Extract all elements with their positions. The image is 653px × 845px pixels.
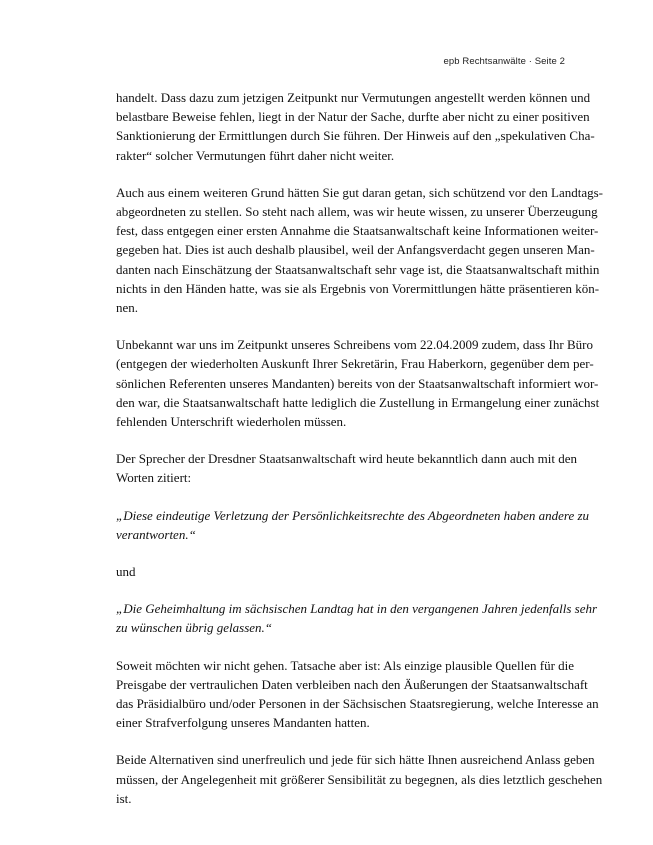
text-line: Soweit möchten wir nicht gehen. Tatsache aber ist: Als einzige plausible Quellen für die — [116, 657, 575, 673]
quote-line: „Die Geheimhaltung im sächsischen Landtag hat in den vergangenen Jahren jedenfalls sehr — [116, 601, 598, 617]
text-line: nichts in den Händen hatte, was sie als Ergebnis von Vorermittlungen hätte präsentieren kön- — [116, 280, 600, 296]
text-line: Preisgabe der vertraulichen Daten verbleiben nach den Äußerungen der Staatsanwaltschaft — [116, 676, 588, 692]
text-line: fest, dass entgegen einer ersten Annahme die Staatsanwaltschaft keine Informationen weiter- — [116, 223, 599, 239]
paragraph-3 — [116, 335, 600, 431]
text-line: rakter“ solcher Vermutungen führt daher nicht weiter. — [116, 147, 395, 163]
text-line: ist. — [116, 790, 132, 806]
text-line: fehlenden Unterschrift wiederholen müssen. — [116, 414, 347, 430]
text-line: und — [116, 564, 136, 580]
text-line: Worten zitiert: — [116, 470, 192, 486]
text-line: Unbekannt war uns im Zeitpunkt unseres Schreibens vom 22.04.2009 zudem, dass Ihr Büro — [116, 337, 593, 353]
text-line: Beide Alternativen sind unerfreulich und jede für sich hätte Ihnen ausreichend Anlass geben — [116, 752, 595, 768]
text-line: müssen, der Angelegenheit mit größerer Sensibilität zu begegnen, als dies letztlich geschehen — [116, 771, 603, 787]
text-line: nen. — [116, 300, 139, 316]
text-line: Sanktionierung der Ermittlungen durch Sie führen. Der Hinweis auf den „spekulativen Cha- — [116, 128, 595, 144]
paragraph-4 — [116, 449, 577, 487]
page-header: epb Rechtsanwälte · Seite 2 — [443, 56, 565, 67]
text-line: belastbare Beweise fehlen, liegt in der Natur der Sache, durfte aber nicht zu einer positiven — [116, 109, 590, 125]
text-line: gegeben hat. Dies ist auch deshalb plausibel, weil der Anfangsverdacht gegen unseren Man- — [116, 242, 595, 258]
paragraph-5 — [116, 656, 599, 733]
quote-line: verantworten.“ — [116, 526, 196, 542]
text-line: handelt. Dass dazu zum jetzigen Zeitpunkt nur Vermutungen angestellt werden können und — [116, 90, 591, 105]
quote-1 — [116, 506, 590, 544]
text-line: Auch aus einem weiteren Grund hätten Sie gut daran getan, sich schützend vor den Landtags- — [116, 184, 603, 200]
text-line: das Präsidialbüro und/oder Personen in der Sächsischen Staatsregierung, welche Interesse an — [116, 696, 599, 712]
text-line: (entgegen der wiederholten Auskunft Ihrer Sekretärin, Frau Haberkorn, gegenüber dem per- — [116, 356, 594, 372]
paragraph-2 — [116, 183, 603, 317]
document-body — [116, 88, 603, 826]
paragraph-6 — [116, 750, 603, 808]
quote-line: zu wünschen übrig gelassen.“ — [116, 620, 272, 636]
paragraph-1 — [116, 88, 595, 165]
quote-line: „Diese eindeutige Verletzung der Persönlichkeitsrechte des Abgeordneten haben andere zu — [116, 507, 590, 523]
text-line: Der Sprecher der Dresdner Staatsanwaltschaft wird heute bekanntlich dann auch mit den — [116, 451, 577, 467]
quote-2 — [116, 599, 598, 637]
text-line: sönlichen Referenten unseres Mandanten) bereits von der Staatsanwaltschaft informiert wor- — [116, 375, 599, 391]
connector-und — [116, 562, 562, 581]
text-line: abgeordneten zu stellen. So steht nach allem, was wir heute wissen, zu unserer Überzeugung — [116, 204, 598, 220]
text-line: danten nach Einschätzung der Staatsanwaltschaft sehr vage ist, die Staatsanwaltschaft mithin — [116, 261, 600, 277]
text-line: einer Strafverfolgung unseres Mandanten hatten. — [116, 715, 370, 731]
text-line: den war, die Staatsanwaltschaft hatte lediglich die Zustellung in Ermangelung einer zunächst — [116, 394, 600, 410]
